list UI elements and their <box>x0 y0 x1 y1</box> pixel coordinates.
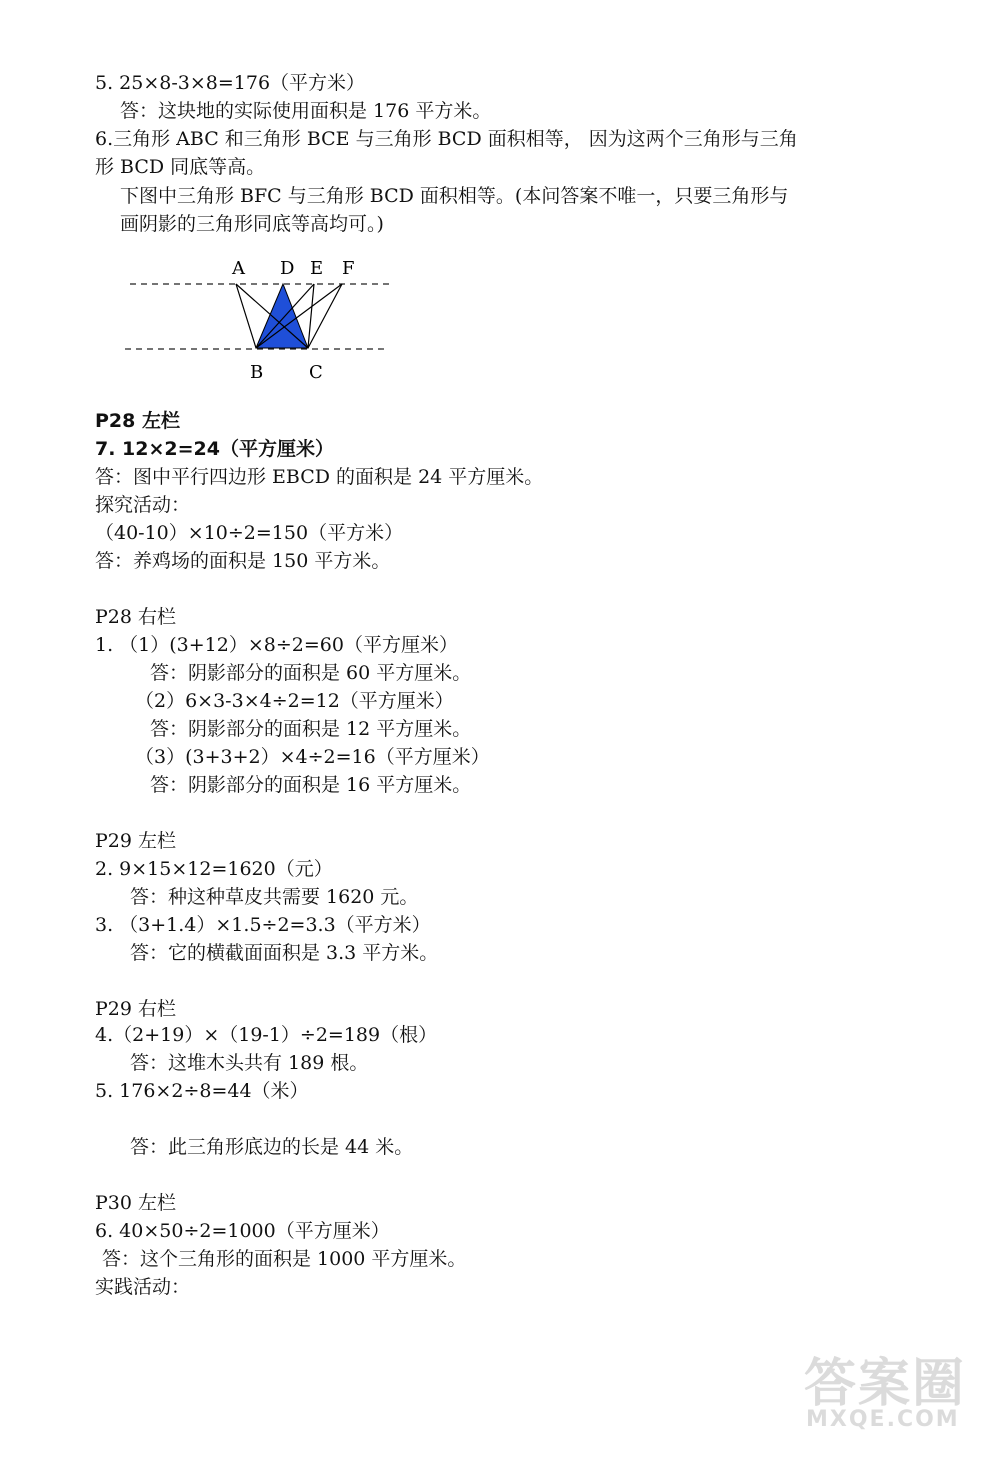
line-p30-q6-answer: 答：这个三角形的面积是 1000 平方厘米。 <box>102 1248 467 1270</box>
line-p29-q5-answer: 答：此三角形底边的长是 44 米。 <box>130 1136 414 1158</box>
line-p29-q4: 4.（2+19）×（19-1）÷2=189（根） <box>95 1024 438 1046</box>
line-q6-a: 6.三角形 ABC 和三角形 BCE 与三角形 BCD 面积相等， 因为这两个三角形与三角 <box>95 128 798 150</box>
line-p29-q5: 5. 176×2÷8=44（米） <box>95 1080 309 1102</box>
triangle-diagram <box>120 252 400 387</box>
line-p29-q3-answer: 答：它的横截面面积是 3.3 平方米。 <box>130 942 439 964</box>
watermark-sub-text: MXQE.COM <box>806 1407 960 1432</box>
label-d: D <box>280 258 295 279</box>
label-f: F <box>342 258 355 279</box>
label-a: A <box>232 258 245 279</box>
section-p29-left: P29 左栏 <box>95 830 177 852</box>
line-r1-2-answer: 答：阴影部分的面积是 12 平方厘米。 <box>150 718 472 740</box>
line-q6-d: 画阴影的三角形同底等高均可。) <box>120 213 384 235</box>
line-q5: 5. 25×8-3×8=176（平方米） <box>95 72 366 94</box>
line-p29-q2: 2. 9×15×12=1620（元） <box>95 858 333 880</box>
line-r1-1: 1. （1）(3+12）×8÷2=60（平方厘米） <box>95 634 458 656</box>
section-p29-right: P29 右栏 <box>95 998 177 1020</box>
watermark-logo <box>796 1341 976 1451</box>
label-b: B <box>250 362 264 383</box>
line-p29-q2-answer: 答：种这种草皮共需要 1620 元。 <box>130 886 419 908</box>
section-p28-right: P28 右栏 <box>95 606 177 628</box>
label-c: C <box>309 362 323 383</box>
line-practice-title: 实践活动： <box>95 1276 191 1298</box>
line-q5-answer: 答：这块地的实际使用面积是 176 平方米。 <box>120 100 492 122</box>
section-p28-left: P28 左栏 <box>95 410 180 432</box>
line-p30-q6: 6. 40×50÷2=1000（平方厘米） <box>95 1220 390 1242</box>
line-r1-3-answer: 答：阴影部分的面积是 16 平方厘米。 <box>150 774 472 796</box>
line-q7-answer: 答：图中平行四边形 EBCD 的面积是 24 平方厘米。 <box>95 466 544 488</box>
shaded-triangle-bcd <box>256 284 308 348</box>
line-q7: 7. 12×2=24（平方厘米） <box>95 438 334 460</box>
line-r1-1-answer: 答：阴影部分的面积是 60 平方厘米。 <box>150 662 472 684</box>
line-p29-q4-answer: 答：这堆木头共有 189 根。 <box>130 1052 369 1074</box>
watermark-main-text: 答案圈 <box>804 1354 967 1414</box>
line-explore-title: 探究活动： <box>95 494 191 516</box>
line-q6-c: 下图中三角形 BFC 与三角形 BCD 面积相等。(本问答案不唯一，只要三角形与 <box>120 185 789 207</box>
line-r1-2: （2）6×3-3×4÷2=12（平方厘米） <box>135 690 454 712</box>
line-explore-calc: （40-10）×10÷2=150（平方米） <box>95 522 404 544</box>
label-e: E <box>310 258 324 279</box>
line-explore-answer: 答：养鸡场的面积是 150 平方米。 <box>95 550 391 572</box>
line-q6-b: 形 BCD 同底等高。 <box>95 156 266 178</box>
line-r1-3: （3）(3+3+2）×4÷2=16（平方厘米） <box>135 746 490 768</box>
section-p30-left: P30 左栏 <box>95 1192 177 1214</box>
line-p29-q3: 3. （3+1.4）×1.5÷2=3.3（平方米） <box>95 914 431 936</box>
